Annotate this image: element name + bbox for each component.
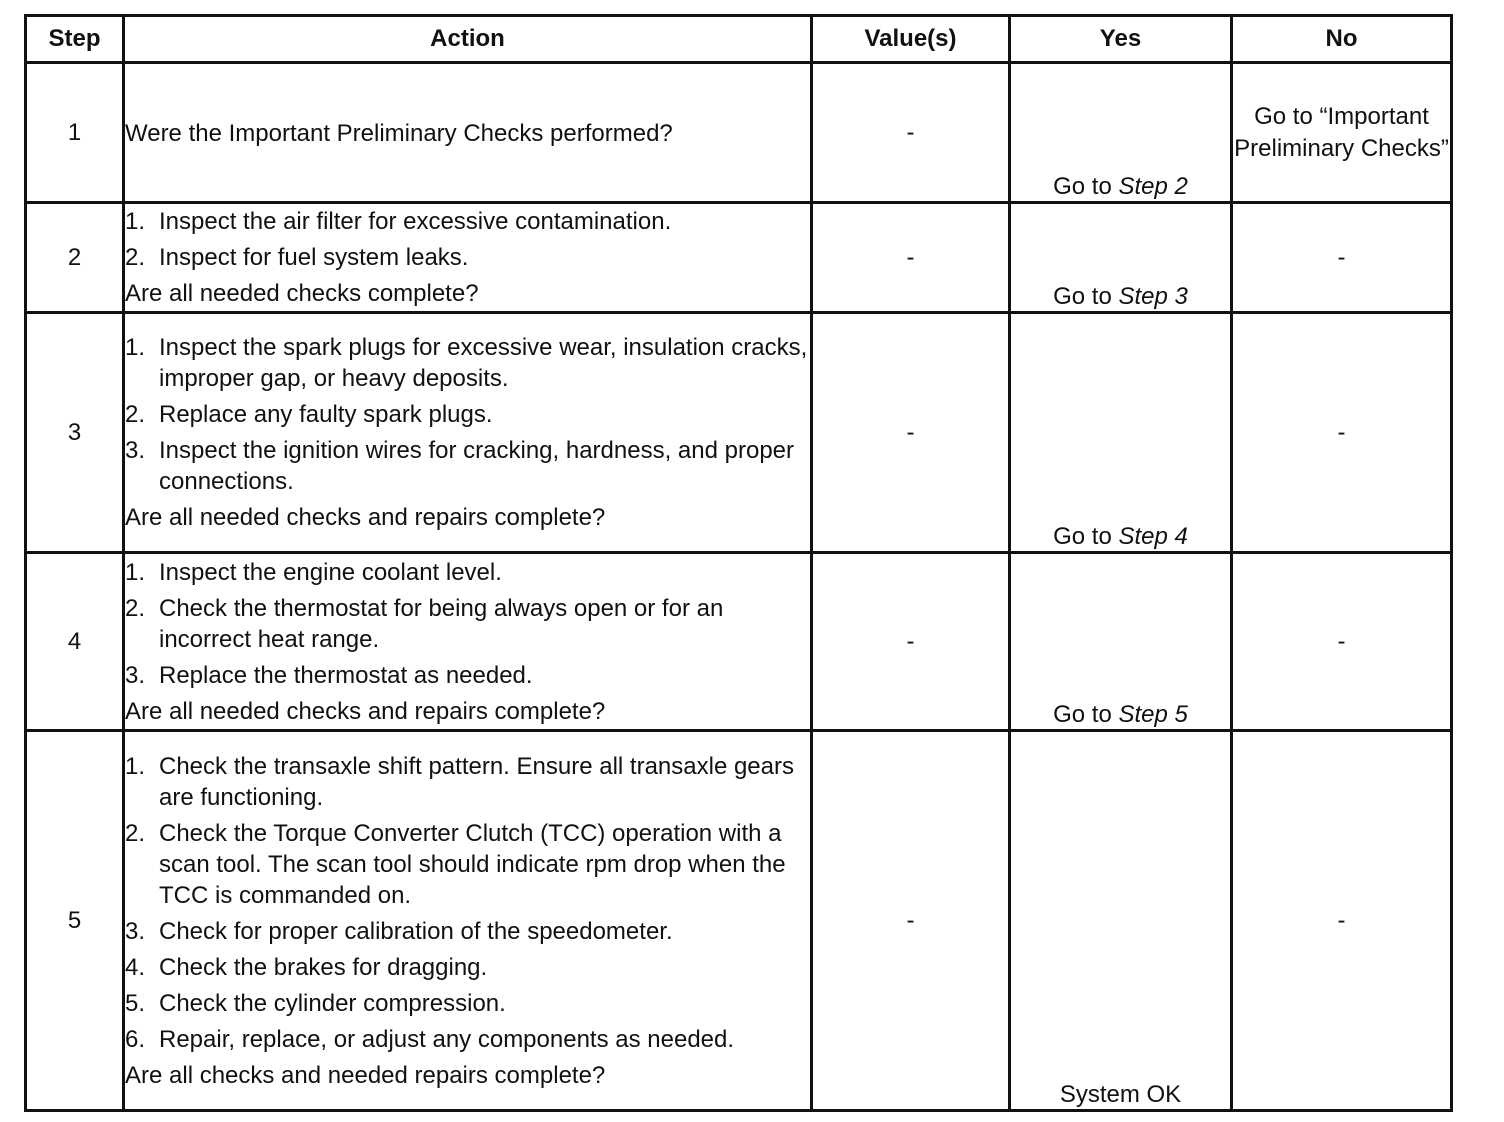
item-text: Check the transaxle shift pattern. Ensure all transaxle gears are functioning. <box>159 752 794 811</box>
header-yes: Yes <box>1010 16 1232 63</box>
yes-prefix: Go to <box>1053 701 1119 728</box>
table-row <box>26 203 1452 313</box>
item-text: Check the cylinder compression. <box>159 989 506 1017</box>
item-number: 3. <box>125 917 146 945</box>
header-no: No <box>1232 16 1452 63</box>
yes-cell <box>1010 203 1232 313</box>
table-row <box>26 553 1452 731</box>
yes-prefix: Go to <box>1053 173 1119 200</box>
header-action: Action <box>124 16 812 63</box>
action-item <box>125 435 810 497</box>
yes-cell: System OK <box>1010 731 1232 1111</box>
item-text: Inspect the air filter for excessive contamination. <box>159 208 672 235</box>
action-cell <box>124 63 812 203</box>
action-cell <box>124 203 812 313</box>
action-cell <box>124 731 812 1111</box>
item-text: Replace the thermostat as needed. <box>159 661 533 689</box>
action-list <box>125 332 810 497</box>
item-number: 1. <box>125 752 146 780</box>
table-body <box>26 63 1452 1111</box>
no-cell: - <box>1232 203 1452 313</box>
header-row <box>26 16 1452 63</box>
action-item <box>125 399 810 430</box>
value-cell: - <box>812 553 1010 731</box>
item-number: 2. <box>125 819 146 847</box>
yes-step-ref: Step 3 <box>1118 283 1188 310</box>
yes-prefix: Go to <box>1053 283 1119 310</box>
item-number: 1. <box>125 334 146 361</box>
no-cell: - <box>1232 553 1452 731</box>
action-list <box>125 206 810 273</box>
item-number: 3. <box>125 661 146 689</box>
yes-cell <box>1010 63 1232 203</box>
action-item <box>125 206 810 237</box>
value-cell: - <box>812 731 1010 1111</box>
table-row <box>26 313 1452 553</box>
header-step: Step <box>26 16 124 63</box>
action-item <box>125 1024 810 1055</box>
header-values: Value(s) <box>812 16 1010 63</box>
action-item <box>125 751 810 813</box>
action-item <box>125 916 810 947</box>
item-text: Check the Torque Converter Clutch (TCC) operation with a scan tool. The scan tool should indicate rpm drop when the TCC is commanded on. <box>159 819 786 909</box>
no-cell: - <box>1232 731 1452 1111</box>
yes-prefix: Go to <box>1053 523 1119 550</box>
action-item <box>125 952 810 983</box>
action-question: Are all needed checks complete? <box>125 280 479 307</box>
item-text: Check the brakes for dragging. <box>159 953 488 981</box>
action-list <box>125 557 810 691</box>
step-number: 1 <box>26 63 124 203</box>
yes-cell <box>1010 553 1232 731</box>
action-item <box>125 988 810 1019</box>
action-question: Were the Important Preliminary Checks performed? <box>125 119 673 147</box>
step-number: 2 <box>26 203 124 313</box>
yes-cell <box>1010 313 1232 553</box>
action-item <box>125 557 810 588</box>
value-cell: - <box>812 63 1010 203</box>
yes-step-ref: Step 2 <box>1118 173 1188 200</box>
item-text: Replace any faulty spark plugs. <box>159 401 493 428</box>
item-text: Inspect the ignition wires for cracking, hardness, and proper connections. <box>159 437 795 495</box>
item-number: 2. <box>125 244 146 271</box>
item-number: 1. <box>125 208 146 235</box>
step-number: 5 <box>26 731 124 1111</box>
action-item <box>125 818 810 911</box>
step-number: 3 <box>26 313 124 553</box>
action-item <box>125 593 810 655</box>
item-text: Repair, replace, or adjust any components as needed. <box>159 1025 735 1053</box>
action-item <box>125 332 810 394</box>
action-item <box>125 660 810 691</box>
action-question: Are all needed checks and repairs complete? <box>125 697 606 725</box>
table-row <box>26 731 1452 1111</box>
item-text: Check for proper calibration of the speedometer. <box>159 917 673 945</box>
yes-step-ref: Step 5 <box>1118 701 1188 728</box>
table-row <box>26 63 1452 203</box>
action-question: Are all checks and needed repairs complete? <box>125 1061 606 1089</box>
item-number: 3. <box>125 437 146 464</box>
item-number: 1. <box>125 558 146 586</box>
item-text: Check the thermostat for being always open or for an incorrect heat range. <box>159 594 724 653</box>
yes-step-ref: Step 4 <box>1118 523 1188 550</box>
action-question: Are all needed checks and repairs complete? <box>125 504 606 531</box>
step-number: 4 <box>26 553 124 731</box>
diagnostic-table <box>24 14 1453 1112</box>
item-text: Inspect the spark plugs for excessive wear, insulation cracks, improper gap, or heavy deposits. <box>159 334 808 392</box>
value-cell: - <box>812 313 1010 553</box>
item-text: Inspect for fuel system leaks. <box>159 244 469 271</box>
item-text: Inspect the engine coolant level. <box>159 558 502 586</box>
action-list <box>125 751 810 1055</box>
action-cell <box>124 313 812 553</box>
item-number: 5. <box>125 989 146 1017</box>
action-item <box>125 242 810 273</box>
item-number: 2. <box>125 401 146 428</box>
no-cell: Go to “Important Preliminary Checks” <box>1232 63 1452 203</box>
item-number: 4. <box>125 953 146 981</box>
value-cell: - <box>812 203 1010 313</box>
action-cell <box>124 553 812 731</box>
item-number: 2. <box>125 594 146 622</box>
item-number: 6. <box>125 1025 146 1053</box>
no-cell: - <box>1232 313 1452 553</box>
